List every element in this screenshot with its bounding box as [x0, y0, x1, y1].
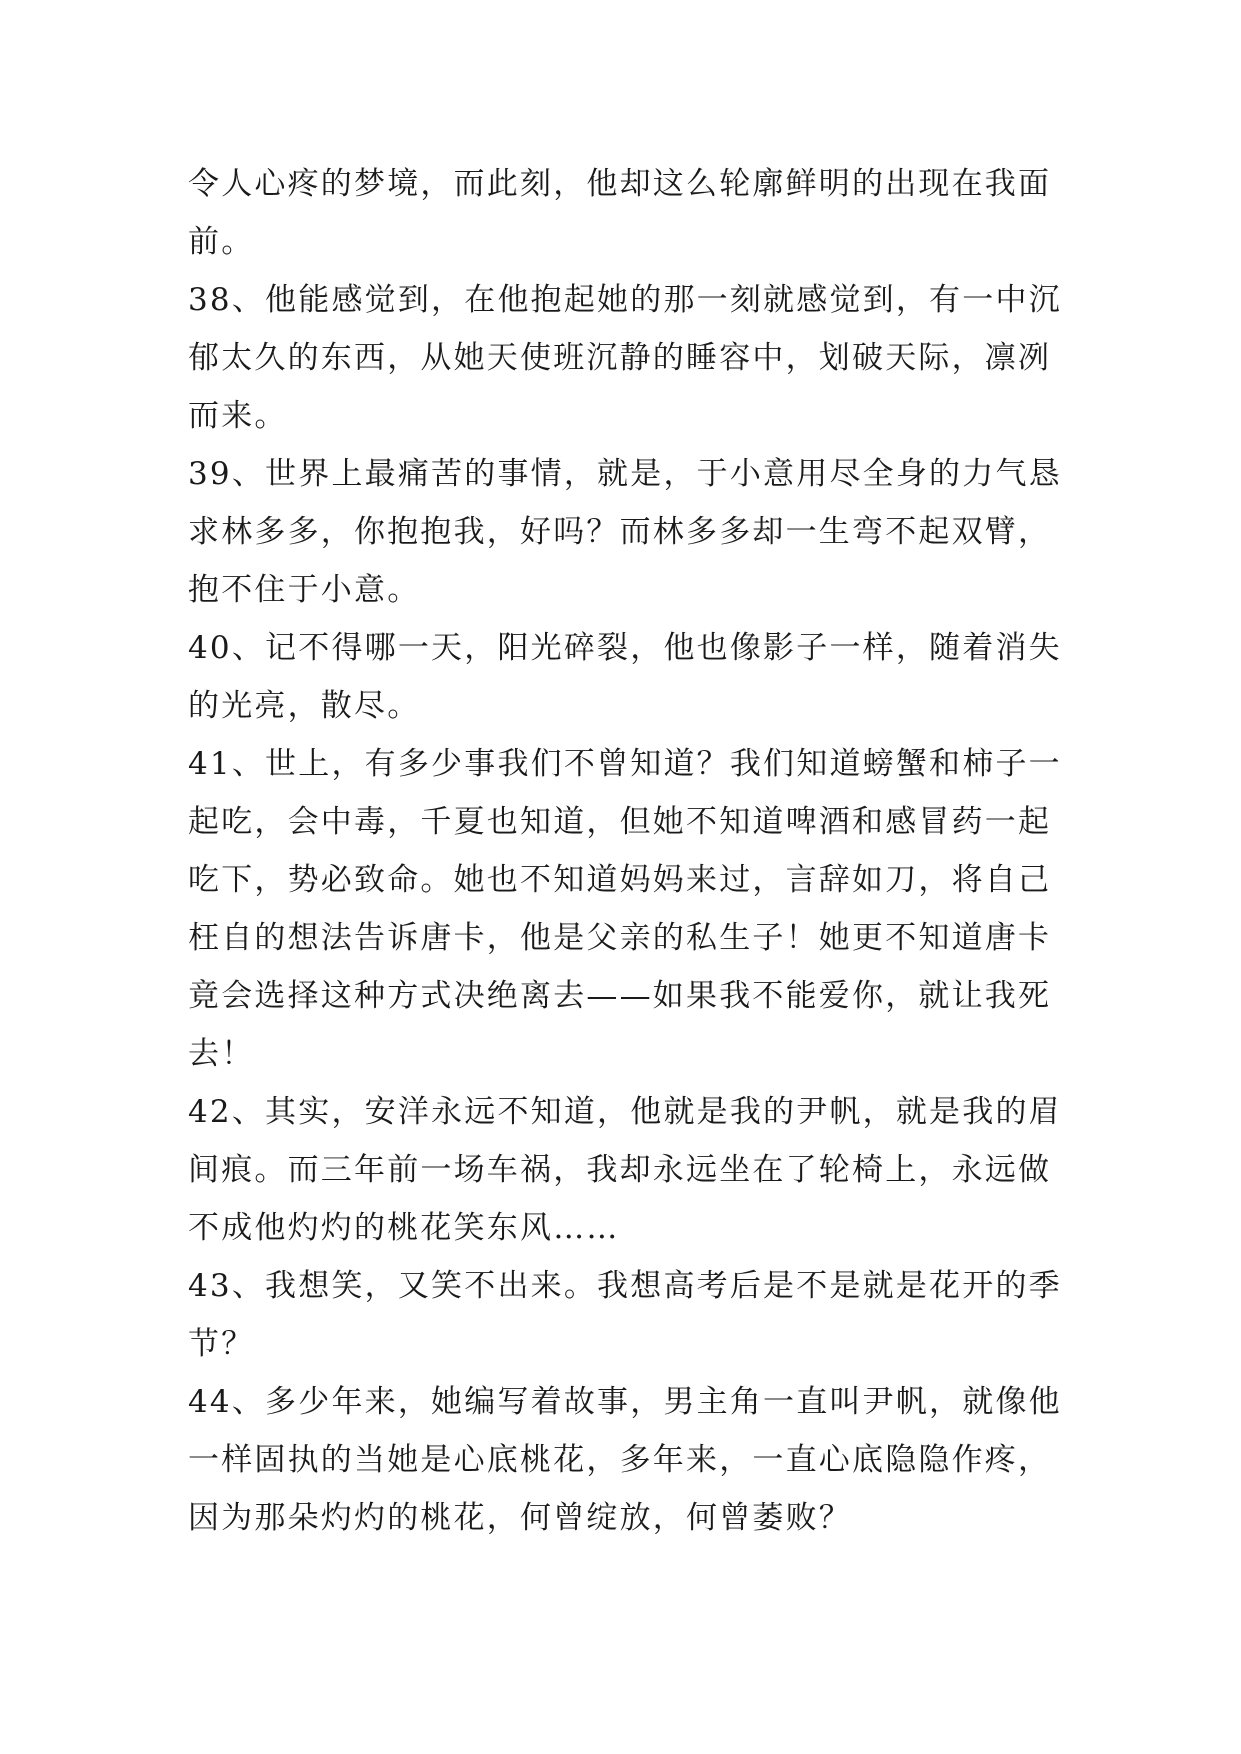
text-line: 43、我想笑，又笑不出来。我想高考后是不是就是花开的季 — [188, 1268, 1062, 1304]
text-line: 起吃，会中毒，千夏也知道，但她不知道啤酒和感冒药一起 — [188, 804, 1052, 840]
text-line: 39、世界上最痛苦的事情，就是，于小意用尽全身的力气恳 — [188, 456, 1062, 492]
text-line: 的光亮，散尽。 — [188, 688, 421, 724]
text-line: 求林多多，你抱抱我，好吗？而林多多却一生弯不起双臂， — [188, 514, 1052, 550]
text-line: 竟会选择这种方式决绝离去——如果我不能爱你，就让我死 — [188, 978, 1052, 1014]
text-line: 抱不住于小意。 — [188, 572, 421, 608]
text-line: 吃下，势必致命。她也不知道妈妈来过，言辞如刀，将自己 — [188, 862, 1052, 898]
text-line: 间痕。而三年前一场车祸，我却永远坐在了轮椅上，永远做 — [188, 1152, 1052, 1188]
text-line: 42、其实，安洋永远不知道，他就是我的尹帆，就是我的眉 — [188, 1094, 1062, 1130]
text-line: 令人心疼的梦境，而此刻，他却这么轮廓鲜明的出现在我面 — [188, 166, 1052, 202]
text-line: 而来。 — [188, 398, 288, 434]
text-line: 38、他能感觉到，在他抱起她的那一刻就感觉到，有一中沉 — [188, 282, 1062, 318]
text-line: 44、多少年来，她编写着故事，男主角一直叫尹帆，就像他 — [188, 1384, 1062, 1420]
text-line: 前。 — [188, 224, 255, 260]
text-line: 节？ — [188, 1326, 255, 1362]
text-line: 因为那朵灼灼的桃花，何曾绽放，何曾萎败？ — [188, 1500, 852, 1536]
text-line: 郁太久的东西，从她天使班沉静的睡容中，划破天际，凛冽 — [188, 340, 1052, 376]
text-line: 枉自的想法告诉唐卡，他是父亲的私生子！她更不知道唐卡 — [188, 920, 1052, 956]
text-line: 41、世上，有多少事我们不曾知道？我们知道螃蟹和柿子一 — [188, 746, 1062, 782]
text-line: 去！ — [188, 1036, 255, 1072]
body-text — [188, 155, 1068, 1547]
text-line: 40、记不得哪一天，阳光碎裂，他也像影子一样，随着消失 — [188, 630, 1062, 666]
text-line: 不成他灼灼的桃花笑东风…… — [188, 1210, 620, 1246]
text-line: 一样固执的当她是心底桃花，多年来，一直心底隐隐作疼， — [188, 1442, 1052, 1478]
